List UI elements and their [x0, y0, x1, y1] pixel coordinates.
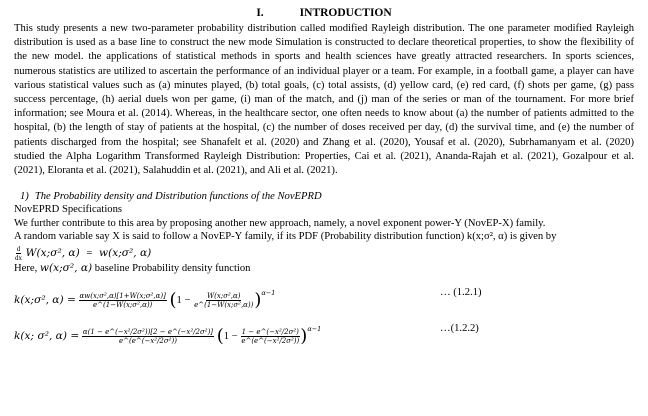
eq1-inner-fraction: $\frac{\text{W(x;σ²,α)}}{\text{e\textasciicircum{}(1−W(x;σ²,α))}}$ [194, 291, 254, 309]
eq1-lhs: k(x;σ², α) = [14, 293, 76, 306]
derivative-eq-sign: = [86, 248, 93, 260]
random-variable-line: A random variable say X is said to follow a NovEP-Y family, if its PDF (Probability distribution function) k(x;σ², α) is given by [14, 231, 557, 243]
derivative-rhs: w(x;σ², α) [99, 247, 152, 260]
eq2-inner-fraction: $\frac{\text{1 − e\textasciicircum{}(−x²/2σ²)}}{\text{e\textasciicircum{}(e\textasciicircum{}(−x²/2σ²))}}$ [241, 327, 300, 345]
eq1-number: … (1.2.1) [440, 286, 482, 298]
intro-paragraph: This study presents a new two-parameter probability distribution called modified Rayleigh distribution. The one parameter modified Rayleigh distribution is used as a base line to construct the new mode Simulation is constructed to declare theoretical properties, to show the flexibility of the new model. the applications of statistical methods in sports and health sciences have greatly attracted researchers. In sports sciences, numerous statistics are utilized to ascertain the performance of an individual player or a team. For example, in a football game, a player can have various statistical values such as (a) minutes played, (b) total goals, (c) total assists, (d) yellow card, (e) red card, (f) shots per game, (g) pass success percentage, (h) aerial duels won per game, (i) man of the match, and (j) man of the series or man of the tournament. For more brief information; see Moura et al. (2014). Whereas, in the healthcare sector, one often needs to know about (a) the number of patients admitted to the hospital, (b) the length of stay of patients at the hospital, (c) the number of doses received per day, (d) the survival time, and (e) the number of patients discharged from the hospital; see Shanafelt et al. (2020) and Zhang et al. (2020), Yousaf et al. (2020), Subrhamanyam et al. (2020) studied the Alpha Logarithm Transformed Rayleigh Distribution: Properties, Cai et al. (2021), Ananda-Rajah et al. (2021), Gozalpour et al. (2021), Eloranta et al. (2021), Salahuddin et al. (2021), and Ali et al. (2021). [14, 23, 634, 177]
section-heading [14, 6, 634, 20]
section-title: INTRODUCTION [299, 7, 392, 19]
eq2-lhs: k(x; σ², α) = [14, 329, 80, 342]
eq1-power: α−1 [261, 288, 276, 297]
eq2-number: …(1.2.2) [440, 322, 479, 334]
equation-1-2-2: k(x; σ², α) = $\frac{\text{α(1 − e\textasciicircum{}(−x²/2σ²))[2 − e\textasciicircum{}(−x²/2σ²)]}}{\text{e\textasciicircum{}(e\textasciicircum{}(−x²/2σ²))}}$ (1 − $\frac{\text{1 − e\textasciicircum{}(−x²/2σ²)}}{\text{e\textasciicircum{}(e\textasciicircum{}(−x²/2σ²))}}$ )$^{\alpha-1}$ …(1.2.2) [14, 312, 634, 346]
spec-heading: NovEPRD Specifications [14, 204, 122, 216]
subsection-heading [14, 190, 634, 203]
derivative-lhs: W(x;σ², α) [25, 247, 80, 260]
eq1-fraction: $\frac{\text{αw(x;σ²,α)[1+W(x;σ²,α)]}}{\text{e\textasciicircum{}(1−W(x;σ²,α))}}$ [79, 291, 166, 309]
baseline-pdf-line: Here, w(x;σ², α) baseline Probability density function [14, 262, 251, 275]
subsection-title: The Probability density and Distribution functions of the NovEPRD [34, 191, 322, 203]
equation-1-2-1: k(x;σ², α) = $\frac{\text{αw(x;σ²,α)[1+W(x;σ²,α)]}}{\text{e\textasciicircum{}(1−W(x;σ²,α))}}$ (1 − $\frac{\text{W(x;σ²,α)}}{\text{e\textasciicircum{}(1−W(x;σ²,α))}}$ )$^{\alpha-1}$ … (1.2.1) [14, 280, 634, 306]
subsection-index: 1) [20, 191, 29, 203]
eq2-fraction: $\frac{\text{α(1 − e\textasciicircum{}(−x²/2σ²))[2 − e\textasciicircum{}(−x²/2σ²)]}}{\text{e\textasciicircum{}(e\textasciicircum{}(−x²/2σ²))}}$ [82, 327, 214, 345]
contribute-line: We further contribute to this area by proposing another new approach, namely, a novel exponent power-Y (NovEP-X) family. [14, 217, 546, 229]
section-number: I. [256, 7, 264, 19]
derivative-operator: $\frac{d}{dx}$ [15, 245, 22, 263]
document-page [0, 6, 648, 416]
derivative-equation [14, 245, 634, 262]
eq2-power: α−1 [307, 324, 322, 333]
